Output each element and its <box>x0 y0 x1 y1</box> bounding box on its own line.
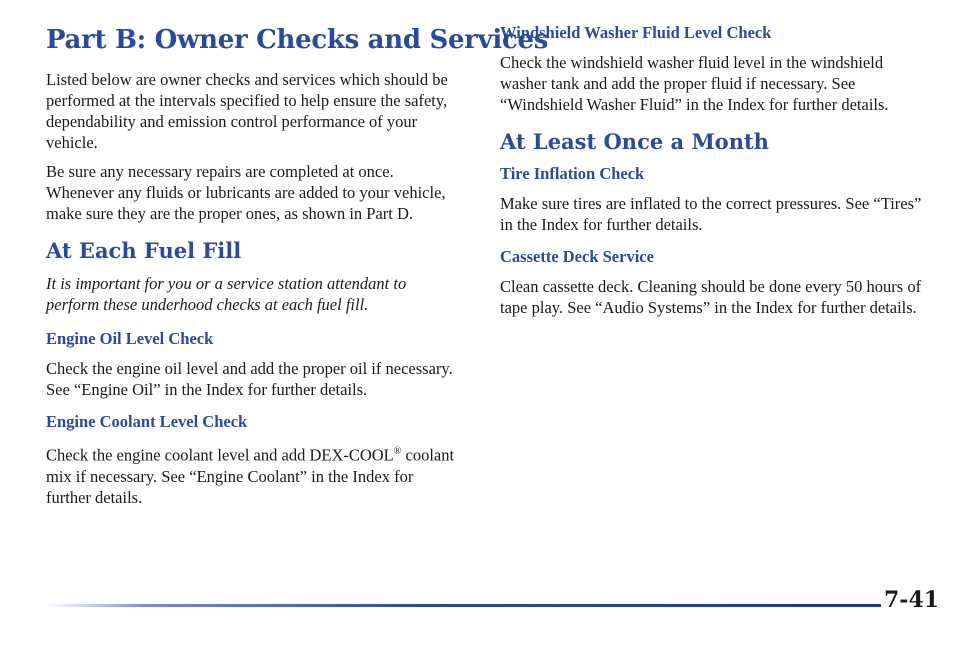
registered-mark: ® <box>393 446 402 457</box>
engine-coolant-text-a: Check the engine coolant level and add DEX-COOL <box>46 445 394 465</box>
washer-fluid-section <box>500 23 925 115</box>
intro-paragraph-1: Listed below are owner checks and services which should be performed at the intervals specified to help ensure the safety, dependability and emission control performance of your vehicle. <box>46 70 448 152</box>
engine-coolant-text-b: coolant mix if necessary. See “Engine Coolant” in the Index for further details. <box>46 445 455 507</box>
footer-rule <box>46 604 881 607</box>
engine-coolant-section <box>46 412 456 508</box>
intro-paragraph-2: Be sure any necessary repairs are completed at once. Whenever any fluids or lubricants are added to your vehicle, make sure they are the proper ones, as shown in Part D. <box>46 162 446 223</box>
fuel-fill-note: It is important for you or a service station attendant to perform these underhood checks at each fuel fill. <box>46 274 407 314</box>
fuel-fill-heading: At Each Fuel Fill <box>46 238 242 263</box>
page-number: 7-41 <box>884 587 940 613</box>
tire-inflation-section <box>500 164 925 235</box>
tire-inflation-text: Make sure tires are inflated to the correct pressures. See “Tires” in the Index for further details. <box>500 194 922 234</box>
engine-oil-heading: Engine Oil Level Check <box>46 329 214 348</box>
cassette-deck-heading: Cassette Deck Service <box>500 247 654 266</box>
cassette-deck-section <box>500 247 925 318</box>
engine-oil-section <box>46 329 456 400</box>
engine-coolant-heading: Engine Coolant Level Check <box>46 412 248 431</box>
tire-inflation-heading: Tire Inflation Check <box>500 164 645 183</box>
engine-coolant-text <box>46 441 456 508</box>
washer-fluid-heading: Windshield Washer Fluid Level Check <box>500 23 772 42</box>
washer-fluid-text: Check the windshield washer fluid level in the windshield washer tank and add the proper fluid if necessary. See “Windshield Washer Fluid” in the Index for further details. <box>500 53 889 114</box>
cassette-deck-text: Clean cassette deck. Cleaning should be done every 50 hours of tape play. See “Audio Systems” in the Index for further details. <box>500 277 922 317</box>
left-column <box>46 20 549 520</box>
engine-oil-text: Check the engine oil level and add the proper oil if necessary. See “Engine Oil” in the Index for further details. <box>46 359 453 399</box>
monthly-heading: At Least Once a Month <box>500 129 769 154</box>
page-title: Part B: Owner Checks and Services <box>46 25 549 55</box>
right-column <box>500 20 925 330</box>
